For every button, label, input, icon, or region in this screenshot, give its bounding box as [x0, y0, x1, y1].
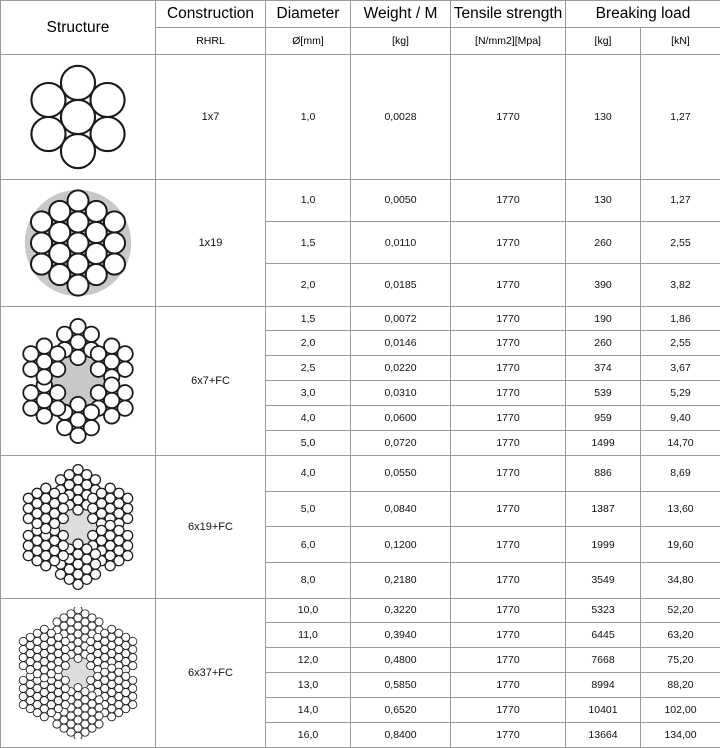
weight-cell: 0,0550: [351, 455, 451, 491]
tensile-strength-cell: 1770: [451, 179, 566, 221]
tensile-strength-cell: 1770: [451, 356, 566, 381]
header-weight-per-meter: Weight / M: [351, 1, 451, 28]
breaking-load-kn-cell: 102,00: [641, 698, 720, 723]
table-row: [1, 598, 720, 623]
weight-cell: 0,0185: [351, 264, 451, 306]
breaking-load-kg-cell: 1999: [566, 527, 641, 563]
weight-cell: 0,0050: [351, 179, 451, 221]
tensile-strength-cell: 1770: [451, 406, 566, 431]
breaking-load-kg-cell: 10401: [566, 698, 641, 723]
tensile-strength-cell: 1770: [451, 491, 566, 527]
diameter-cell: 4,0: [266, 406, 351, 431]
tensile-strength-cell: 1770: [451, 55, 566, 180]
breaking-load-kn-cell: 14,70: [641, 430, 720, 455]
tensile-strength-cell: 1770: [451, 698, 566, 723]
header-row-primary: [1, 1, 720, 28]
structure-cell-6x37+FC: [1, 598, 156, 747]
diameter-cell: 5,0: [266, 430, 351, 455]
table-header: [1, 1, 720, 55]
tensile-strength-cell: 1770: [451, 455, 566, 491]
diameter-cell: 8,0: [266, 562, 351, 598]
diameter-cell: 6,0: [266, 527, 351, 563]
breaking-load-kg-cell: 6445: [566, 623, 641, 648]
structure-cell-6x7+FC: [1, 306, 156, 455]
breaking-load-kg-cell: 7668: [566, 648, 641, 673]
diameter-cell: 5,0: [266, 491, 351, 527]
diameter-cell: 12,0: [266, 648, 351, 673]
structure-cell-6x19+FC: [1, 455, 156, 598]
header-diameter: Diameter: [266, 1, 351, 28]
rope-6x37fc-diagram: [1, 607, 155, 739]
tensile-strength-cell: 1770: [451, 381, 566, 406]
diameter-cell: 14,0: [266, 698, 351, 723]
weight-cell: 0,3220: [351, 598, 451, 623]
breaking-load-kn-cell: 2,55: [641, 331, 720, 356]
tensile-strength-cell: 1770: [451, 306, 566, 331]
breaking-load-kn-cell: 63,20: [641, 623, 720, 648]
header-unit-tensile-nmm2-mpa: [N/mm2][Mpa]: [451, 28, 566, 55]
construction-cell: 6x37+FC: [156, 598, 266, 747]
weight-cell: 0,3940: [351, 623, 451, 648]
diameter-cell: 1,5: [266, 306, 351, 331]
breaking-load-kn-cell: 1,27: [641, 55, 720, 180]
rope-6x19fc-diagram: [1, 464, 155, 590]
construction-cell: 6x7+FC: [156, 306, 266, 455]
weight-cell: 0,0720: [351, 430, 451, 455]
table-row: [1, 306, 720, 331]
diameter-cell: 2,5: [266, 356, 351, 381]
tensile-strength-cell: 1770: [451, 648, 566, 673]
diameter-cell: 4,0: [266, 455, 351, 491]
rope-1x19-diagram: [1, 187, 155, 299]
diameter-cell: 1,0: [266, 179, 351, 221]
breaking-load-kg-cell: 1387: [566, 491, 641, 527]
diameter-cell: 11,0: [266, 623, 351, 648]
breaking-load-kn-cell: 3,82: [641, 264, 720, 306]
breaking-load-kn-cell: 5,29: [641, 381, 720, 406]
weight-cell: 0,1200: [351, 527, 451, 563]
tensile-strength-cell: 1770: [451, 430, 566, 455]
breaking-load-kn-cell: 34,80: [641, 562, 720, 598]
breaking-load-kg-cell: 539: [566, 381, 641, 406]
header-unit-diameter-mm: Ø[mm]: [266, 28, 351, 55]
weight-cell: 0,2180: [351, 562, 451, 598]
tensile-strength-cell: 1770: [451, 264, 566, 306]
table-body: [1, 55, 720, 748]
weight-cell: 0,0840: [351, 491, 451, 527]
breaking-load-kg-cell: 390: [566, 264, 641, 306]
breaking-load-kg-cell: 13664: [566, 722, 641, 747]
breaking-load-kn-cell: 88,20: [641, 673, 720, 698]
header-structure: Structure: [1, 1, 156, 55]
weight-cell: 0,0600: [351, 406, 451, 431]
construction-cell: 6x19+FC: [156, 455, 266, 598]
breaking-load-kn-cell: 3,67: [641, 356, 720, 381]
diameter-cell: 10,0: [266, 598, 351, 623]
tensile-strength-cell: 1770: [451, 673, 566, 698]
diameter-cell: 1,0: [266, 55, 351, 180]
breaking-load-kn-cell: 75,20: [641, 648, 720, 673]
breaking-load-kg-cell: 190: [566, 306, 641, 331]
rope-1x7-diagram: [1, 62, 155, 172]
weight-cell: 0,0310: [351, 381, 451, 406]
structure-cell-1x19: [1, 179, 156, 306]
breaking-load-kn-cell: 2,55: [641, 221, 720, 263]
weight-cell: 0,6520: [351, 698, 451, 723]
header-tensile-strength: Tensile strength: [451, 1, 566, 28]
tensile-strength-cell: 1770: [451, 331, 566, 356]
header-construction: Construction: [156, 1, 266, 28]
table-row: [1, 455, 720, 491]
tensile-strength-cell: 1770: [451, 623, 566, 648]
header-unit-breaking-load-kg: [kg]: [566, 28, 641, 55]
weight-cell: 0,0146: [351, 331, 451, 356]
header-unit-rhrl: RHRL: [156, 28, 266, 55]
breaking-load-kg-cell: 260: [566, 331, 641, 356]
breaking-load-kg-cell: 130: [566, 179, 641, 221]
breaking-load-kg-cell: 886: [566, 455, 641, 491]
breaking-load-kn-cell: 1,27: [641, 179, 720, 221]
breaking-load-kg-cell: 130: [566, 55, 641, 180]
tensile-strength-cell: 1770: [451, 562, 566, 598]
diameter-cell: 2,0: [266, 264, 351, 306]
breaking-load-kg-cell: 374: [566, 356, 641, 381]
breaking-load-kn-cell: 134,00: [641, 722, 720, 747]
weight-cell: 0,0028: [351, 55, 451, 180]
breaking-load-kg-cell: 959: [566, 406, 641, 431]
breaking-load-kn-cell: 9,40: [641, 406, 720, 431]
tensile-strength-cell: 1770: [451, 598, 566, 623]
breaking-load-kg-cell: 8994: [566, 673, 641, 698]
diameter-cell: 3,0: [266, 381, 351, 406]
breaking-load-kn-cell: 13,60: [641, 491, 720, 527]
header-unit-breaking-load-kn: [kN]: [641, 28, 720, 55]
breaking-load-kg-cell: 3549: [566, 562, 641, 598]
breaking-load-kn-cell: 52,20: [641, 598, 720, 623]
breaking-load-kn-cell: 8,69: [641, 455, 720, 491]
tensile-strength-cell: 1770: [451, 221, 566, 263]
diameter-cell: 16,0: [266, 722, 351, 747]
breaking-load-kg-cell: 260: [566, 221, 641, 263]
construction-cell: 1x19: [156, 179, 266, 306]
structure-cell-1x7: [1, 55, 156, 180]
weight-cell: 0,4800: [351, 648, 451, 673]
header-breaking-load: Breaking load: [566, 1, 720, 28]
header-unit-weight-kg: [kg]: [351, 28, 451, 55]
tensile-strength-cell: 1770: [451, 722, 566, 747]
weight-cell: 0,5850: [351, 673, 451, 698]
table-row: [1, 55, 720, 180]
weight-cell: 0,0110: [351, 221, 451, 263]
weight-cell: 0,8400: [351, 722, 451, 747]
breaking-load-kn-cell: 19,60: [641, 527, 720, 563]
rope-6x7fc-diagram: [1, 315, 155, 447]
diameter-cell: 13,0: [266, 673, 351, 698]
table-row: [1, 179, 720, 221]
construction-cell: 1x7: [156, 55, 266, 180]
diameter-cell: 2,0: [266, 331, 351, 356]
weight-cell: 0,0072: [351, 306, 451, 331]
breaking-load-kg-cell: 5323: [566, 598, 641, 623]
diameter-cell: 1,5: [266, 221, 351, 263]
breaking-load-kg-cell: 1499: [566, 430, 641, 455]
weight-cell: 0,0220: [351, 356, 451, 381]
tensile-strength-cell: 1770: [451, 527, 566, 563]
breaking-load-kn-cell: 1,86: [641, 306, 720, 331]
